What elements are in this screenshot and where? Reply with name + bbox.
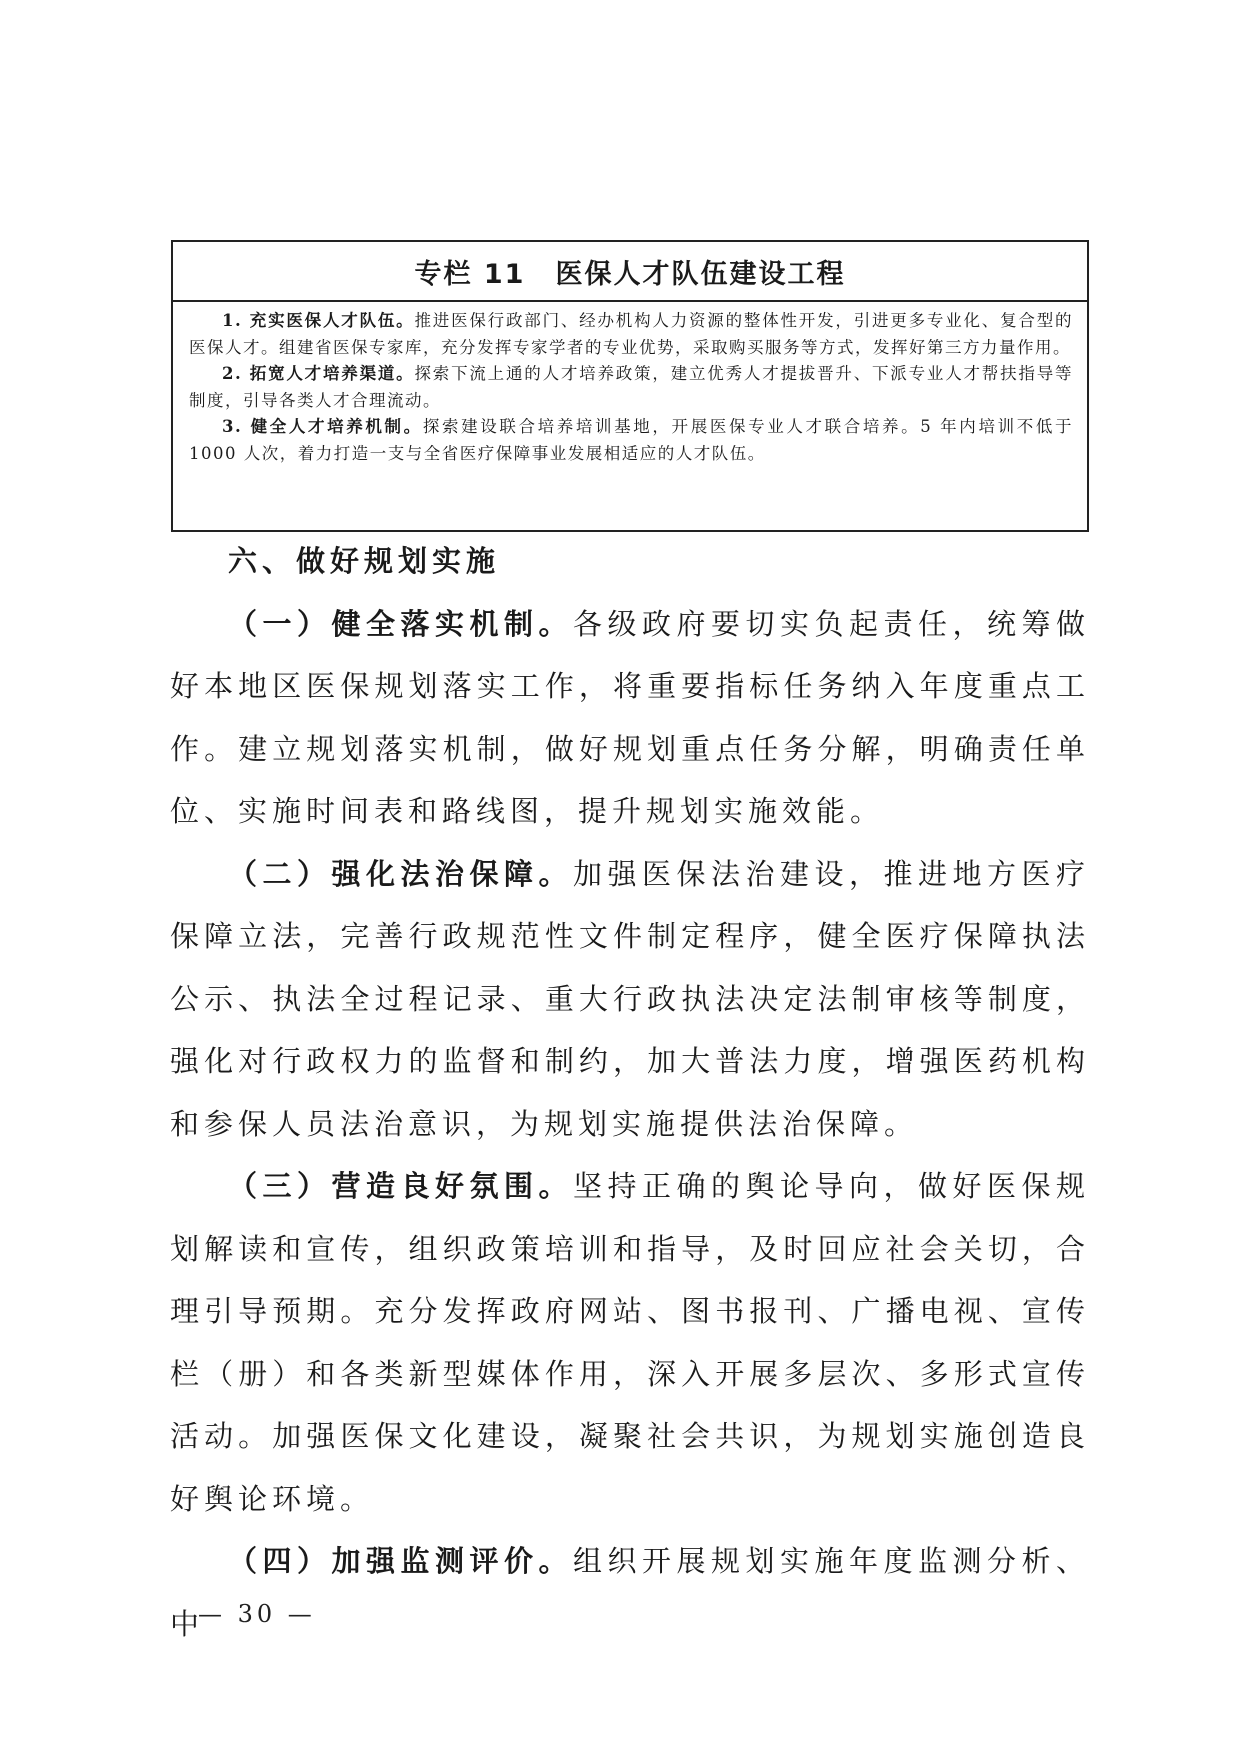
feature-box-item-text: 探索建设联合培养培训基地，开展医保专业人才联合培养。5 年内培训不低于 1000 人次，着力打造一支与全省医疗保障事业发展相适应的人才队伍。 bbox=[189, 417, 1073, 463]
feature-box-item-lead: 1. 充实医保人才队伍。 bbox=[222, 311, 415, 330]
feature-box-number: 专栏 11 bbox=[414, 258, 526, 290]
feature-box-body bbox=[173, 302, 1087, 467]
paragraph-lead: （二）强化法治保障。 bbox=[228, 856, 573, 891]
paragraph bbox=[170, 1155, 1090, 1530]
main-content bbox=[170, 530, 1090, 1655]
feature-box-item-lead: 2. 拓宽人才培养渠道。 bbox=[222, 364, 415, 383]
paragraph bbox=[170, 843, 1090, 1156]
paragraph-lead: （四）加强监测评价。 bbox=[228, 1544, 573, 1578]
feature-box-title bbox=[173, 242, 1087, 302]
paragraph-lead: （一）健全落实机制。 bbox=[228, 606, 573, 641]
page-number: — 30 — bbox=[198, 1600, 316, 1628]
paragraph bbox=[170, 1530, 1090, 1655]
section-heading: 六、做好规划实施 bbox=[228, 544, 501, 578]
paragraph bbox=[170, 593, 1090, 843]
feature-box bbox=[171, 240, 1089, 532]
paragraph-text: 加强医保法治建设，推进地方医疗保障立法，完善行政规范性文件制定程序，健全医疗保障执法公示、执法全过程记录、重大行政执法决定法制审核等制度，强化对行政权力的监督和制约，加大普法力度，增强医药机构和参保人员法治意识，为规划实施提供法治保障。 bbox=[170, 856, 1090, 1141]
paragraph-text: 组织开展规划实施年度监测分析、中 bbox=[170, 1544, 1090, 1641]
paragraph-text: 各级政府要切实负起责任，统筹做好本地区医保规划落实工作，将重要指标任务纳入年度重点工作。建立规划落实机制，做好规划重点任务分解，明确责任单位、实施时间表和路线图，提升规划实施效能。 bbox=[170, 606, 1090, 828]
feature-box-item bbox=[189, 414, 1073, 467]
paragraph-lead: （三）营造良好氛围。 bbox=[228, 1169, 573, 1203]
feature-box-item bbox=[189, 361, 1073, 414]
feature-box-item-text: 探索下流上通的人才培养政策，建立优秀人才提拔晋升、下派专业人才帮扶指导等制度，引导各类人才合理流动。 bbox=[189, 364, 1073, 410]
feature-box-item bbox=[189, 308, 1073, 361]
feature-box-item-text: 推进医保行政部门、经办机构人力资源的整体性开发，引进更多专业化、复合型的医保人才。组建省医保专家库，充分发挥专家学者的专业优势，采取购买服务等方式，发挥好第三方力量作用。 bbox=[189, 311, 1073, 357]
feature-box-item-lead: 3. 健全人才培养机制。 bbox=[222, 417, 423, 436]
feature-box-heading: 医保人才队伍建设工程 bbox=[555, 258, 846, 290]
paragraph-text: 坚持正确的舆论导向，做好医保规划解读和宣传，组织政策培训和指导，及时回应社会关切，合理引导预期。充分发挥政府网站、图书报刊、广播电视、宣传栏（册）和各类新型媒体作用，深入开展多层次、多形式宣传活动。加强医保文化建设，凝聚社会共识，为规划实施创造良好舆论环境。 bbox=[170, 1169, 1090, 1516]
